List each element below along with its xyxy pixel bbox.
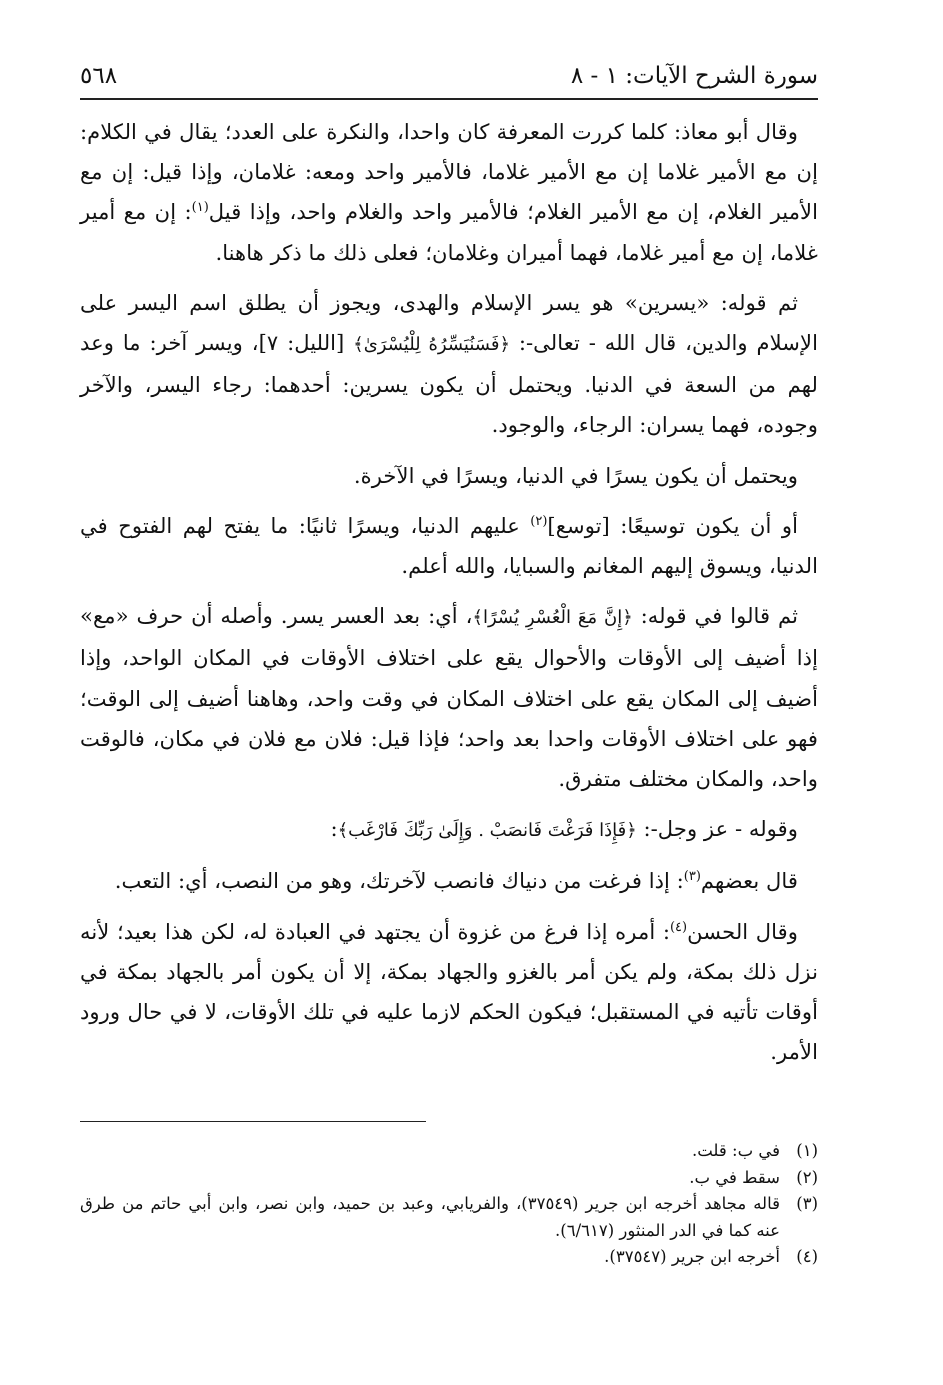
quran-verse: ﴿فَسَنُيَسِّرُهُ لِلْيُسْرَىٰ﴾ [353,334,510,356]
paragraph-2 [80,283,818,446]
paragraph-text: [الليل: ٧]، ويسر آخر: ما وعد لهم من السعة في الدنيا. ويحتمل أن يكون يسرين: أحدهما: رجاء اليسر، والآخر وجوده، فهما يسران: الرجاء، والوجود. [80,330,818,438]
paragraph-7 [80,861,818,901]
footnote-item [80,1165,818,1192]
header-rule [80,98,818,100]
page-number: ٥٦٨ [80,63,118,89]
paragraph-text: وقال الحسن [687,918,798,944]
paragraph-text: ثم قوله: «يسرين» هو يسر الإسلام والهدى، ويجوز أن يطلق اسم اليسر على الإسلام والدين، قال الله - تعالى-: [80,289,818,356]
paragraph-8 [80,912,818,1073]
footnote-ref-4: (٤) [669,919,688,935]
footnote-number: (٢) [796,1167,818,1187]
footnote-separator [80,1121,426,1122]
footnote-text: أخرجه ابن جرير (٣٧٥٤٧). [604,1247,780,1266]
quran-verse: ﴿إِنَّ مَعَ الْعُسْرِ يُسْرًا﴾ [472,607,633,629]
paragraph-text: عليهم الدنيا، ويسرًا ثانيًا: ما يفتح لهم الفتوح في الدنيا، ويسوق إليهم المغانم والسبايا، والله أعلم. [80,512,818,579]
footnote-number: (٣) [796,1194,818,1213]
footnote-number: (١) [796,1141,818,1160]
paragraph-text: : [330,816,338,842]
quran-verse: ﴿فَإِذَا فَرَغْتَ فَانصَبْ . وَإِلَىٰ رَبِّكَ فَارْغَب﴾ [337,820,637,842]
main-text [80,112,818,1072]
paragraph-text: ، أي: بعد العسر يسر. وأصله أن حرف «مع» إذا أضيف إلى الأوقات والأحوال يقع على اختلاف الأوقات في المكان الواحد، وإذا أضيف إلى المكان يقع على اختلاف المكان في وقت واحد، وهاهنا أضيف إلى الوقت؛ فهو على اختلاف الأوقات واحدا بعد واحد؛ فإذا قيل: فلان مع فلان في مكان، فالوقت واحد، والمكان مختلف متفرق. [80,603,818,792]
paragraph-text: : أمره إذا فرغ من غزوة أن يجتهد في العبادة له، لكن هذا بعيد؛ لأنه نزل ذلك بمكة، ولم يكن أمر بالغزو والجهاد بمكة، إلا أن يكون أمر بالجهاد بمكة في أوقات تأتيه في المستقبل؛ فيكون الحكم لازما عليه في تلك الأوقات، لا في حال ورود الأمر. [80,918,818,1065]
paragraph-6 [80,809,818,851]
footnote-number: (٤) [796,1247,818,1266]
footnote-text: قاله مجاهد أخرجه ابن جرير (٣٧٥٤٩)، والفريابي، وعبد بن حميد، وابن نصر، وابن أبي حاتم من طرق عنه كما في الدر المنثور (٦/٦١٧). [80,1194,780,1240]
footnote-text: سقط في ب. [689,1167,780,1187]
page-header [80,56,818,96]
footnote-text: في ب: قلت. [691,1141,780,1160]
footnote-ref-3: (٣) [683,869,701,885]
paragraph-text: ثم قالوا في قوله: [632,603,798,629]
document-page [80,56,818,1082]
footnotes [80,1138,818,1271]
footnote-item [80,1244,818,1271]
paragraph-text: ويحتمل أن يكون يسرًا في الدنيا، ويسرًا في الآخرة. [353,462,798,488]
paragraph-5 [80,596,818,799]
paragraph-4 [80,506,818,586]
paragraph-text: أو أن يكون توسيعًا: [توسع] [547,512,798,538]
running-title: سورة الشرح الآيات: ١ - ٨ [570,63,818,89]
paragraph-3 [80,456,818,496]
footnote-ref-2: (٢) [530,513,548,529]
paragraph-text: قال بعضهم [700,868,798,894]
footnote-ref-1: (١) [191,200,209,216]
paragraph-text: : إذا فرغت من دنياك فانصب لآخرتك، وهو من النصب، أي: التعب. [114,868,684,894]
paragraph-text: وقوله - عز وجل-: [636,816,798,842]
paragraph-text: وقال أبو معاذ: كلما كررت المعرفة كان واحدا، والنكرة على العدد؛ يقال في الكلام: إن مع الأمير غلاما إن مع الأمير غلاما، فالأمير واحد ومعه: غلامان، وإذا قيل: إن مع الأمير الغلام، إن مع الأمير الغلام؛ فالأمير واحد والغلام واحد، وإذا قيل [80,119,819,225]
footnote-item [80,1138,818,1165]
footnote-item [80,1191,818,1244]
paragraph-text: : إن مع أمير غلاما، إن مع أمير غلاما، فهما أميران وغلامان؛ فعلى ذلك ما ذكر هاهنا. [80,199,818,265]
paragraph-1 [80,112,818,273]
